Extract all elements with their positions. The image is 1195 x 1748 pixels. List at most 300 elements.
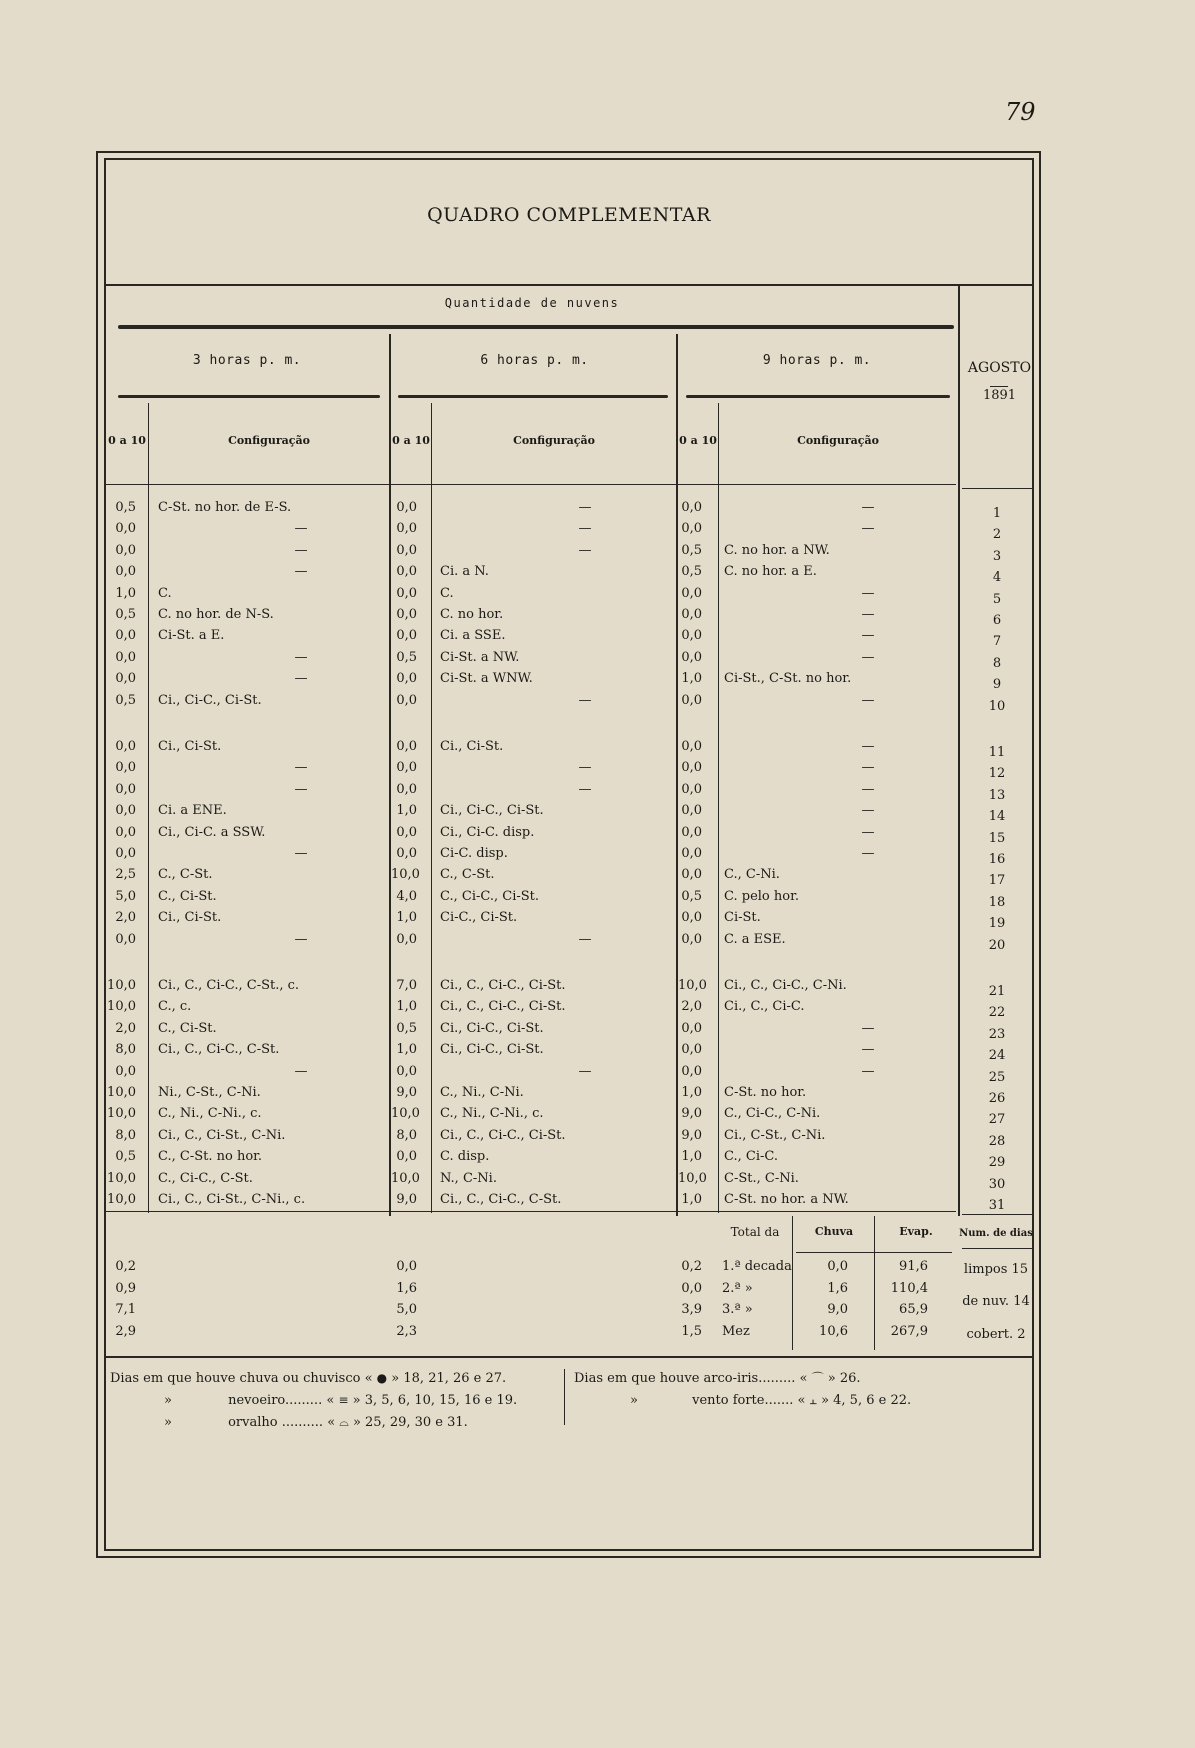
cloud-amount-9pm: 0,0 <box>681 692 702 708</box>
day-number: 21 <box>988 984 1006 999</box>
cloud-amount-3pm: 10,0 <box>107 1170 136 1186</box>
cloud-amount-9pm: 0,0 <box>681 760 702 776</box>
cloud-config-3pm: — <box>294 649 308 665</box>
cloud-config-9pm: — <box>861 760 875 776</box>
legend-rainbow <box>574 1370 861 1387</box>
cloud-amount-6pm: 0,0 <box>396 607 417 622</box>
cloud-amount-6pm: 0,0 <box>396 824 417 840</box>
day-number: 7 <box>992 634 1002 650</box>
cloud-amount-9pm: 0,0 <box>681 649 702 665</box>
cloud-config-3pm: C., Ci-St. <box>158 1020 217 1036</box>
summary-3pm: 2,9 <box>115 1323 136 1339</box>
cloud-config-9pm: — <box>861 803 875 819</box>
cloud-amount-3pm: 0,5 <box>115 500 136 515</box>
summary-rain: 1,6 <box>827 1280 848 1296</box>
cloud-amount-3pm: 10,0 <box>107 1192 136 1207</box>
cloud-amount-9pm: 0,0 <box>681 628 702 644</box>
summary-numdias-label: Num. de dias <box>959 1228 1033 1239</box>
cloud-amount-3pm: 0,0 <box>115 781 136 797</box>
cloud-amount-9pm: 1,0 <box>681 1085 702 1100</box>
cloud-amount-6pm: 0,0 <box>396 1063 417 1079</box>
legend-dew-label: orvalho .......... « <box>228 1415 336 1430</box>
cloud-config-6pm: Ci. a N. <box>440 564 489 580</box>
cloud-config-3pm: C. <box>158 585 172 601</box>
cloud-config-3pm: Ci., Ci-C., Ci-St. <box>158 692 262 708</box>
cloud-amount-6pm: 0,0 <box>396 781 417 797</box>
cloud-config-9pm: — <box>861 692 875 708</box>
cloud-amount-3pm: 0,5 <box>115 1149 136 1165</box>
cloud-amount-9pm: 2,0 <box>681 999 702 1015</box>
cloud-config-6pm: — <box>578 1063 592 1079</box>
cloud-amount-3pm: 1,0 <box>115 585 136 601</box>
cloud-config-3pm: Ci., C., Ci-St., C-Ni. <box>158 1127 286 1143</box>
cloud-config-9pm: Ci-St., C-St. no hor. <box>724 671 852 687</box>
cloud-amount-6pm: 0,0 <box>396 846 417 861</box>
header-brace <box>118 325 954 329</box>
legend-dew <box>164 1414 468 1431</box>
cloud-config-6pm: Ci., Ci-St. <box>440 739 504 754</box>
cloud-config-3pm: — <box>294 542 308 558</box>
cloud-config-6pm: C. <box>440 585 454 601</box>
cloud-amount-9pm: 0,0 <box>681 846 702 861</box>
cloud-config-9pm: — <box>861 500 875 515</box>
cloud-amount-3pm: 10,0 <box>107 978 136 993</box>
legend-dew-days: » 25, 29, 30 e 31. <box>352 1415 468 1430</box>
cloud-config-9pm: C-St. no hor. <box>724 1085 807 1100</box>
cloud-amount-9pm: 1,0 <box>681 1192 702 1207</box>
cloud-config-9pm: C. no hor. a E. <box>724 564 817 580</box>
cloud-config-3pm: — <box>294 781 308 797</box>
col-scale-6pm: 0 a 10 <box>392 434 430 447</box>
legend-rain-label: Dias em que houve chuva ou chuvisco « <box>110 1371 373 1386</box>
summary-9pm: 0,0 <box>681 1280 702 1296</box>
rainbow-icon: ⌒ <box>811 1371 824 1385</box>
cloud-amount-3pm: 8,0 <box>115 1042 136 1058</box>
legend-rainbow-days: » 26. <box>827 1371 861 1386</box>
cloud-amount-3pm: 0,0 <box>115 671 136 687</box>
cloud-amount-3pm: 2,5 <box>115 867 136 883</box>
legend-top-rule <box>104 1356 1034 1358</box>
cloud-amount-9pm: 9,0 <box>681 1127 702 1143</box>
cloud-config-3pm: C., Ci-St. <box>158 888 217 904</box>
cloud-config-6pm: — <box>578 521 592 537</box>
brace-3pm <box>118 395 380 398</box>
summary-period: 1.ª decada <box>722 1259 792 1274</box>
cloud-amount-3pm: 0,0 <box>115 649 136 665</box>
cloud-config-6pm: Ci., C., Ci-C., C-St. <box>440 1192 562 1207</box>
summary-evaporation: 65,9 <box>899 1302 928 1317</box>
day-number: 30 <box>988 1176 1006 1192</box>
cloud-amount-3pm: 2,0 <box>115 910 136 926</box>
day-column-divider <box>958 286 960 1216</box>
summary-divider-2 <box>874 1216 875 1350</box>
cloud-amount-3pm: 0,0 <box>115 628 136 644</box>
day-number: 29 <box>988 1155 1006 1171</box>
cloud-config-3pm: C-St. no hor. de E-S. <box>158 500 292 515</box>
cloud-config-6pm: — <box>578 542 592 558</box>
day-number: 12 <box>988 766 1006 782</box>
summary-total-label: Total da <box>730 1225 780 1239</box>
cloud-config-6pm: C., Ci-C., Ci-St. <box>440 888 540 904</box>
title-divider <box>104 284 1034 286</box>
cloud-config-9pm: Ci., C., Ci-C., C-Ni. <box>724 978 847 993</box>
cloud-config-6pm: Ci-St. a WNW. <box>440 671 533 687</box>
cloud-amount-6pm: 0,0 <box>396 564 417 580</box>
fog-icon: ≡ <box>338 1393 349 1407</box>
col-config-3pm: Configuração <box>228 434 310 447</box>
legend-dew-ditto: » <box>164 1415 172 1430</box>
cloud-amount-6pm: 7,0 <box>396 978 417 993</box>
cloud-config-3pm: Ni., C-St., C-Ni. <box>158 1085 261 1100</box>
day-number: 15 <box>988 830 1006 846</box>
cloud-amount-9pm: 10,0 <box>678 1170 707 1186</box>
cloud-config-3pm: — <box>294 846 308 861</box>
cloud-amount-9pm: 0,0 <box>681 607 702 622</box>
legend-fog-ditto: » <box>164 1393 172 1408</box>
cloud-amount-3pm: 10,0 <box>107 1106 136 1122</box>
day-number: 8 <box>992 655 1002 671</box>
summary-9pm: 0,2 <box>681 1259 702 1274</box>
column-header-rule <box>106 484 956 485</box>
group-9pm: 9 horas p. m. <box>762 353 872 368</box>
cloud-config-9pm: — <box>861 1063 875 1079</box>
cloud-config-3pm: — <box>294 760 308 776</box>
cloud-config-3pm: Ci. a ENE. <box>158 803 227 819</box>
cloud-config-6pm: Ci., C., Ci-C., Ci-St. <box>440 1127 566 1143</box>
cloud-amount-3pm: 0,0 <box>115 846 136 861</box>
cloud-amount-9pm: 0,0 <box>681 500 702 515</box>
cloud-config-9pm: — <box>861 739 875 754</box>
cloud-amount-6pm: 0,0 <box>396 692 417 708</box>
cloud-amount-6pm: 0,0 <box>396 585 417 601</box>
day-number: 3 <box>992 548 1002 564</box>
numdias-rule <box>962 1248 1032 1249</box>
cloud-amount-6pm: 0,0 <box>396 628 417 644</box>
cloud-amount-3pm: 0,0 <box>115 931 136 947</box>
group-3pm: 3 horas p. m. <box>192 353 302 368</box>
year-label: 1891 <box>982 388 1017 403</box>
day-number: 5 <box>992 591 1002 607</box>
summary-evap-label: Evap. <box>899 1225 933 1238</box>
cloud-config-3pm: — <box>294 671 308 687</box>
cloud-amount-6pm: 1,0 <box>396 910 417 926</box>
cloud-amount-9pm: 0,0 <box>681 585 702 601</box>
cloud-config-9pm: C. a ESE. <box>724 931 786 947</box>
summary-rain: 10,6 <box>819 1323 848 1339</box>
cloud-config-9pm: — <box>861 521 875 537</box>
cloud-config-6pm: Ci., Ci-C., Ci-St. <box>440 803 544 819</box>
cloud-amount-9pm: 0,0 <box>681 739 702 754</box>
summary-3pm: 7,1 <box>115 1302 136 1317</box>
strong-wind-icon: ⫠ <box>809 1393 817 1407</box>
cloud-config-3pm: — <box>294 1063 308 1079</box>
day-number: 10 <box>988 698 1006 714</box>
cloud-config-6pm: C., Ni., C-Ni., c. <box>440 1106 544 1122</box>
cloud-amount-3pm: 8,0 <box>115 1127 136 1143</box>
summary-evaporation: 110,4 <box>890 1280 928 1296</box>
cloud-amount-6pm: 0,0 <box>396 931 417 947</box>
cloud-amount-3pm: 10,0 <box>107 999 136 1015</box>
summary-divider-1 <box>792 1216 793 1350</box>
cloud-amount-9pm: 0,0 <box>681 867 702 883</box>
day-number: 20 <box>988 937 1006 953</box>
cloud-amount-9pm: 0,5 <box>681 542 702 558</box>
summary-period: Mez <box>722 1323 750 1339</box>
rain-icon: ● <box>376 1371 388 1385</box>
summary-period: 2.ª » <box>722 1280 753 1296</box>
summary-3pm: 0,9 <box>115 1280 136 1296</box>
cloud-config-3pm: Ci-St. a E. <box>158 628 225 644</box>
day-number: 9 <box>992 677 1002 693</box>
day-number: 27 <box>988 1112 1006 1128</box>
day-number: 31 <box>988 1198 1006 1213</box>
cloud-amount-3pm: 0,0 <box>115 542 136 558</box>
col-scale-3pm: 0 a 10 <box>108 434 146 447</box>
cloud-config-6pm: C., C-St. <box>440 867 495 883</box>
cloud-config-9pm: Ci., C., Ci-C. <box>724 999 805 1015</box>
cloud-amount-6pm: 0,0 <box>396 542 417 558</box>
cloud-config-6pm: Ci., C., Ci-C., Ci-St. <box>440 978 566 993</box>
cloud-config-3pm: C., C-St. no hor. <box>158 1149 263 1165</box>
cloud-amount-9pm: 0,5 <box>681 888 702 904</box>
table-title: QUADRO COMPLEMENTAR <box>427 204 711 226</box>
cloud-amount-6pm: 8,0 <box>396 1127 417 1143</box>
cloud-config-9pm: C. pelo hor. <box>724 888 799 904</box>
legend-fog <box>164 1392 517 1409</box>
cloud-amount-6pm: 0,5 <box>396 649 417 665</box>
cloud-config-3pm: Ci., C., Ci-St., C-Ni., c. <box>158 1192 306 1207</box>
divider-scale-3pm <box>148 403 149 1213</box>
days-clear: limpos 15 <box>963 1262 1029 1277</box>
day-number: 22 <box>988 1005 1006 1021</box>
month-underline <box>990 386 1008 387</box>
cloud-config-3pm: C., Ni., C-Ni., c. <box>158 1106 262 1122</box>
cloud-amount-3pm: 0,0 <box>115 521 136 537</box>
cloud-amount-6pm: 10,0 <box>391 867 420 883</box>
day-number: 11 <box>988 745 1006 760</box>
summary-header-rule <box>796 1252 952 1253</box>
cloud-config-6pm: Ci-C. disp. <box>440 846 508 861</box>
cloud-config-6pm: Ci., C., Ci-C., Ci-St. <box>440 999 566 1015</box>
cloud-amount-6pm: 4,0 <box>396 888 417 904</box>
legend-wind-days: » 4, 5, 6 e 22. <box>821 1393 912 1408</box>
cloud-amount-9pm: 0,0 <box>681 521 702 537</box>
cloud-config-6pm: — <box>578 931 592 947</box>
cloud-amount-9pm: 0,0 <box>681 1063 702 1079</box>
cloud-quantity-header: Quantidade de nuvens <box>444 296 620 310</box>
cloud-amount-6pm: 0,0 <box>396 500 417 515</box>
divider-scale-9pm <box>718 403 719 1213</box>
table-body-bottom-rule <box>106 1211 956 1212</box>
cloud-config-3pm: Ci., Ci-St. <box>158 910 222 926</box>
cloud-amount-3pm: 0,0 <box>115 564 136 580</box>
cloud-amount-6pm: 9,0 <box>396 1085 417 1100</box>
summary-6pm: 1,6 <box>396 1280 417 1296</box>
summary-chuva-label: Chuva <box>814 1225 854 1238</box>
cloud-amount-6pm: 0,0 <box>396 521 417 537</box>
group-6pm: 6 horas p. m. <box>480 353 589 368</box>
cloud-config-9pm: C., Ci-C., C-Ni. <box>724 1106 821 1122</box>
summary-rain: 0,0 <box>827 1259 848 1274</box>
day-number: 23 <box>988 1026 1006 1042</box>
cloud-amount-6pm: 0,0 <box>396 671 417 687</box>
cloud-amount-6pm: 1,0 <box>396 999 417 1015</box>
brace-9pm <box>686 395 950 398</box>
cloud-amount-6pm: 10,0 <box>391 1106 420 1122</box>
cloud-config-6pm: C., Ni., C-Ni. <box>440 1085 524 1100</box>
cloud-config-9pm: — <box>861 1042 875 1058</box>
cloud-config-6pm: C. no hor. <box>440 607 504 622</box>
cloud-config-6pm: N., C-Ni. <box>440 1170 497 1186</box>
cloud-config-9pm: Ci., C-St., C-Ni. <box>724 1127 826 1143</box>
legend-rain-days: » 18, 21, 26 e 27. <box>391 1371 507 1386</box>
summary-evaporation: 267,9 <box>890 1323 928 1339</box>
cloud-config-6pm: C. disp. <box>440 1149 490 1165</box>
cloud-config-9pm: C-St. no hor. a NW. <box>724 1192 849 1207</box>
cloud-config-3pm: C., C-St. <box>158 867 213 883</box>
divider-scale-6pm <box>431 403 432 1213</box>
cloud-amount-3pm: 0,5 <box>115 607 136 622</box>
summary-period: 3.ª » <box>722 1302 753 1317</box>
cloud-config-3pm: Ci., Ci-C. a SSW. <box>158 824 266 840</box>
day-number: 18 <box>988 894 1006 910</box>
cloud-amount-3pm: 5,0 <box>115 888 136 904</box>
day-number: 17 <box>988 873 1006 889</box>
legend-divider <box>564 1369 565 1425</box>
legend-wind-label: vento forte....... « <box>692 1393 806 1408</box>
day-number: 16 <box>988 852 1006 867</box>
days-overcast: cobert. 2 <box>966 1327 1026 1342</box>
page-number: 79 <box>1005 98 1036 126</box>
dew-icon: ⌓ <box>339 1415 349 1429</box>
cloud-amount-3pm: 0,0 <box>115 803 136 819</box>
summary-6pm: 0,0 <box>396 1259 417 1274</box>
cloud-config-3pm: Ci., C., Ci-C., C-St. <box>158 1042 280 1058</box>
cloud-config-3pm: — <box>294 521 308 537</box>
cloud-config-6pm: — <box>578 781 592 797</box>
legend-fog-days: » 3, 5, 6, 10, 15, 16 e 19. <box>352 1393 518 1408</box>
cloud-amount-6pm: 10,0 <box>391 1170 420 1186</box>
month-label: AGOSTO <box>967 360 1032 376</box>
cloud-amount-3pm: 0,0 <box>115 760 136 776</box>
cloud-config-9pm: C., C-Ni. <box>724 867 780 883</box>
cloud-config-6pm: Ci. a SSE. <box>440 628 506 644</box>
cloud-amount-9pm: 1,0 <box>681 1149 702 1165</box>
day-number: 25 <box>988 1069 1006 1085</box>
summary-9pm: 1,5 <box>681 1323 702 1339</box>
cloud-config-3pm: Ci., Ci-St. <box>158 739 222 754</box>
day-number: 28 <box>988 1133 1006 1149</box>
cloud-config-9pm: — <box>861 1020 875 1036</box>
cloud-amount-9pm: 0,0 <box>681 910 702 926</box>
day-number: 1 <box>992 506 1002 521</box>
day-number: 13 <box>988 787 1006 803</box>
days-cloudy: de nuv. 14 <box>962 1294 1030 1309</box>
summary-3pm: 0,2 <box>115 1259 136 1274</box>
cloud-config-6pm: Ci., Ci-C. disp. <box>440 824 535 840</box>
cloud-amount-9pm: 0,5 <box>681 564 702 580</box>
cloud-config-3pm: Ci., C., Ci-C., C-St., c. <box>158 978 300 993</box>
cloud-config-6pm: — <box>578 500 592 515</box>
cloud-amount-6pm: 0,0 <box>396 760 417 776</box>
legend-fog-label: nevoeiro......... « <box>228 1393 335 1408</box>
col-config-9pm: Configuração <box>797 434 879 447</box>
cloud-config-9pm: C. no hor. a NW. <box>724 542 830 558</box>
cloud-config-3pm: — <box>294 564 308 580</box>
summary-6pm: 5,0 <box>396 1302 417 1317</box>
cloud-config-9pm: — <box>861 585 875 601</box>
day-number: 14 <box>988 809 1006 825</box>
cloud-amount-9pm: 0,0 <box>681 1042 702 1058</box>
cloud-config-9pm: — <box>861 628 875 644</box>
cloud-config-9pm: — <box>861 824 875 840</box>
cloud-config-3pm: C., c. <box>158 999 192 1015</box>
summary-6pm: 2,3 <box>396 1323 417 1339</box>
cloud-amount-9pm: 1,0 <box>681 671 702 687</box>
cloud-amount-6pm: 0,0 <box>396 1149 417 1165</box>
cloud-amount-9pm: 9,0 <box>681 1106 702 1122</box>
cloud-config-6pm: — <box>578 760 592 776</box>
cloud-amount-3pm: 2,0 <box>115 1020 136 1036</box>
cloud-amount-3pm: 0,0 <box>115 1063 136 1079</box>
legend-wind-ditto: » <box>630 1393 638 1408</box>
cloud-config-3pm: — <box>294 931 308 947</box>
cloud-config-9pm: C., Ci-C. <box>724 1149 778 1165</box>
cloud-config-6pm: Ci-St. a NW. <box>440 649 520 665</box>
cloud-config-9pm: — <box>861 607 875 622</box>
cloud-config-6pm: Ci-C., Ci-St. <box>440 910 518 926</box>
cloud-amount-9pm: 0,0 <box>681 1020 702 1036</box>
cloud-amount-9pm: 0,0 <box>681 824 702 840</box>
cloud-amount-3pm: 0,0 <box>115 824 136 840</box>
cloud-amount-3pm: 0,5 <box>115 692 136 708</box>
cloud-amount-6pm: 0,0 <box>396 739 417 754</box>
summary-rain: 9,0 <box>827 1302 848 1317</box>
cloud-amount-9pm: 10,0 <box>678 978 707 993</box>
day-number: 24 <box>988 1048 1006 1064</box>
cloud-config-6pm: Ci., Ci-C., Ci-St. <box>440 1020 544 1036</box>
day-number: 2 <box>992 527 1002 543</box>
summary-evaporation: 91,6 <box>899 1259 928 1274</box>
legend-wind <box>630 1392 911 1409</box>
cloud-config-9pm: — <box>861 649 875 665</box>
cloud-config-9pm: — <box>861 846 875 861</box>
cloud-amount-3pm: 10,0 <box>107 1085 136 1100</box>
day-number: 19 <box>988 916 1006 932</box>
cloud-amount-6pm: 1,0 <box>396 803 417 819</box>
cloud-amount-6pm: 0,5 <box>396 1020 417 1036</box>
legend-rain <box>110 1370 506 1387</box>
legend-rainbow-label: Dias em que houve arco-iris......... « <box>574 1371 808 1386</box>
col-config-6pm: Configuração <box>513 434 595 447</box>
cloud-config-3pm: C. no hor. de N-S. <box>158 607 274 622</box>
cloud-amount-3pm: 0,0 <box>115 739 136 754</box>
cloud-amount-9pm: 0,0 <box>681 803 702 819</box>
cloud-config-6pm: — <box>578 692 592 708</box>
brace-6pm <box>398 395 668 398</box>
day-body-bottom-rule <box>962 1214 1032 1215</box>
cloud-amount-6pm: 9,0 <box>396 1192 417 1207</box>
cloud-config-3pm: C., Ci-C., C-St. <box>158 1170 253 1186</box>
cloud-config-9pm: C-St., C-Ni. <box>724 1170 799 1186</box>
cloud-config-6pm: Ci., Ci-C., Ci-St. <box>440 1042 544 1058</box>
cloud-config-9pm: Ci-St. <box>724 910 761 926</box>
cloud-amount-6pm: 1,0 <box>396 1042 417 1058</box>
day-number: 26 <box>988 1091 1006 1106</box>
col-scale-9pm: 0 a 10 <box>679 434 717 447</box>
day-header-rule <box>962 488 1032 489</box>
summary-9pm: 3,9 <box>681 1302 702 1317</box>
